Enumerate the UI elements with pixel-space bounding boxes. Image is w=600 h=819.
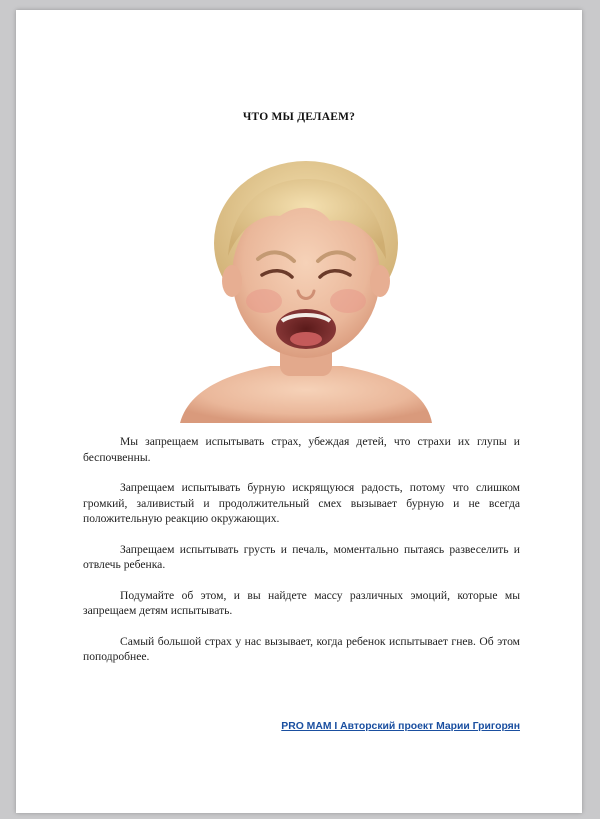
document-page — [16, 10, 582, 813]
body-text — [83, 434, 520, 680]
crying-child-photo — [180, 161, 432, 423]
paragraph-5: Самый большой страх у нас вызывает, когда ребенок испытывает гнев. Об этом поподробнее. — [83, 634, 520, 663]
paragraph-1: Мы запрещаем испытывать страх, убеждая детей, что страхи их глупы и беспочвенны. — [83, 435, 520, 464]
paragraph-2: Запрещаем испытывать бурную искрящуюся радость, потому что слишком громкий, заливистый и продолжительный смех вызывает бурную и не всегда положительную реакцию окружающих. — [83, 481, 520, 525]
paragraph-3: Запрещаем испытывать грусть и печаль, моментально пытаясь развеселить и отвлечь ребенка. — [83, 542, 520, 571]
footer-link[interactable]: PRO MAM I Авторский проект Марии Григорян — [281, 721, 520, 732]
paragraph-4: Подумайте об этом, и вы найдете массу различных эмоций, которые мы запрещаем детям испытывать. — [83, 588, 520, 617]
page-title: ЧТО МЫ ДЕЛАЕМ? — [242, 111, 356, 123]
